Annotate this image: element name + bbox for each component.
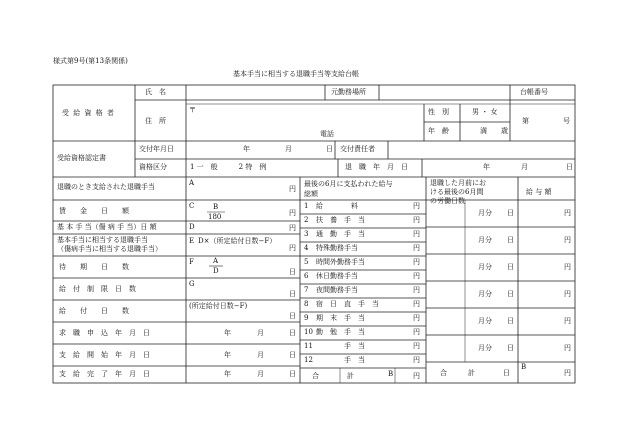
address-label: 住 所 [145,117,166,125]
class-value: 1 一 般 2 特 例 [190,163,267,171]
salary-item-no: 12 [304,356,313,364]
row-basic-allowance-daily: 基 本 手 当（傷 病 手 当）日 額 [57,223,157,231]
salary-item-unit: 円 [413,216,420,224]
retire-year: 年 [483,163,490,171]
phone-label: 電話 [320,130,334,138]
ledger-no-label: 台帳番号 [520,88,548,96]
workdays-total-code: B [521,363,527,371]
salary-item-no: 6 [304,272,309,280]
workdays-day-unit: 日 [507,344,514,352]
r10-day: 日 [289,370,296,378]
unit-r7: 日 [289,312,296,320]
pay-amount-unit: 円 [564,209,571,217]
pay-amount-unit: 円 [564,344,571,352]
sex-value: 男 ・ 女 [472,108,498,116]
salary-item-label: 給 料 [316,202,358,210]
workdays-day-unit: 日 [507,290,514,298]
row-benefit-days: 給 付 日 数 [59,307,129,315]
salary-total-header-sub: 総額 [304,190,318,198]
frac-num-b: B [213,203,219,211]
form-title: 基本手当に相当する退職手当等支給台帳 [233,70,359,78]
form-number: 様式第9号(第13条関係) [53,57,128,65]
workdays-header-2: ける最後の6月間 [430,188,484,196]
unit-r5: 日 [289,268,296,276]
r8-day: 日 [289,329,296,337]
sex-label: 性 別 [428,108,449,116]
workdays-total-label: 合 計 [440,369,475,377]
r10-month: 月 [257,370,264,378]
salary-item-unit: 円 [413,314,420,322]
salary-item-label: 手 当 [316,342,365,350]
salary-total-unit: 円 [413,372,420,380]
unit-r3: 円 [289,224,296,232]
salary-item-unit: 円 [413,272,420,280]
row-waiting-days: 待 期 日 数 [59,263,129,271]
salary-item-unit: 円 [413,356,420,364]
r8-month: 月 [257,329,264,337]
row-equivalent-allowance: 基本手当に相当する退職手当 [57,236,148,244]
postal-mark: 〒 [189,106,196,114]
salary-item-no: 2 [304,216,309,224]
workdays-day-unit: 日 [507,209,514,217]
workdays-total-day: 日 [503,369,510,377]
certificate-header: 受給資格認定書 [57,154,106,162]
issue-date-label: 交付年月日 [139,145,174,153]
workdays-month-label: 月分 [478,263,492,271]
salary-item-unit: 円 [413,286,420,294]
salary-item-unit: 円 [413,258,420,266]
salary-item-label: 夜間勤務手当 [316,286,358,294]
unit-r2: 円 [289,209,296,217]
workdays-month-label: 月分 [478,290,492,298]
salary-item-label: 勤 勉 手 当 [316,328,365,336]
formula-benefit-days: (所定給付日数−F) [189,302,248,310]
row-equivalent-allowance-sub: （傷病手当に相当する退職手当） [57,245,162,253]
code-c: C [189,202,195,210]
salary-item-no: 3 [304,230,309,238]
salary-item-label: 時間外勤務手当 [316,258,365,266]
retire-day: 日 [566,163,573,171]
salary-item-no: 9 [304,314,309,322]
retire-date-label: 退 職 年 月 日 [345,163,408,171]
pay-amount-unit: 円 [564,317,571,325]
frac-num-a: A [213,257,219,265]
former-office-label: 元勤務場所 [331,88,366,96]
salary-item-unit: 円 [413,328,420,336]
unit-r4: 円 [289,244,296,252]
salary-total-header: 最後の6月に支払われた給与 [304,180,393,188]
row-payment-start-date: 支 給 開 始 年 月 日 [59,351,150,359]
pay-amount-unit: 円 [564,290,571,298]
salary-total-code: B [388,370,394,378]
salary-item-unit: 円 [413,300,420,308]
issue-month: 月 [285,145,292,153]
salary-item-no: 8 [304,300,309,308]
salary-item-label: 期 末 手 当 [316,314,365,322]
workdays-header: 退職した月前にお [430,179,486,187]
unit-r6: 日 [289,290,296,298]
salary-item-label: 宿 日 直 手 当 [316,300,379,308]
salary-item-no: 4 [304,244,309,252]
salary-item-no: 1 [304,202,309,210]
row-retirement-allowance: 退職のとき支給された退職手当 [57,183,155,191]
salary-item-no: 10 [304,328,313,336]
class-label: 資格区分 [139,163,167,171]
number-prefix: 第 [522,117,529,125]
officer-label: 交付責任者 [340,145,375,153]
workdays-header-3: の労働日数 [430,197,465,205]
salary-item-label: 通 勤 手 当 [316,230,365,238]
frac-den-180: 180 [208,213,222,221]
salary-item-unit: 円 [413,230,420,238]
salary-item-label: 手 当 [316,356,365,364]
salary-item-label: 特殊勤務手当 [316,244,358,252]
salary-item-no: 7 [304,286,309,294]
frac-den-d: D [213,267,219,275]
pay-amount-unit: 円 [564,263,571,271]
code-d: D [189,223,195,231]
unit-r1: 円 [289,185,296,193]
workdays-month-label: 月分 [478,344,492,352]
salary-total-label: 合 計 [312,372,354,380]
retire-month: 月 [521,163,528,171]
salary-item-unit: 円 [413,342,420,350]
row-job-application-date: 求 職 申 込 年 月 日 [59,329,150,337]
recipient-header: 受 給 資 格 者 [62,109,115,117]
code-e: E [189,237,195,245]
workdays-day-unit: 日 [507,236,514,244]
workdays-month-label: 月分 [478,209,492,217]
salary-item-unit: 円 [413,202,420,210]
issue-year: 年 [243,145,250,153]
pay-amount-header: 給 与 額 [526,188,552,196]
code-a: A [189,179,195,187]
workdays-month-label: 月分 [478,317,492,325]
number-suffix: 号 [563,117,570,125]
salary-item-no: 11 [304,342,313,350]
row-payment-end-date: 支 給 完 了 年 月 日 [59,370,150,378]
r9-year: 年 [224,351,231,359]
code-g: G [189,280,195,288]
workdays-total-yen: 円 [564,369,571,377]
salary-item-label: 扶 養 手 当 [316,216,365,224]
age-unit: 満 歳 [480,127,508,135]
age-label: 年 齢 [428,127,449,135]
code-f: F [189,258,194,266]
row-restriction-days: 給 付 制 限 日 数 [59,285,136,293]
name-label: 氏 名 [145,88,166,96]
r9-month: 月 [257,351,264,359]
salary-item-label: 休日勤務手当 [316,272,358,280]
r10-year: 年 [224,370,231,378]
issue-day: 日 [326,145,333,153]
pay-amount-unit: 円 [564,236,571,244]
workdays-day-unit: 日 [507,263,514,271]
formula-e: D×（所定給付日数−F） [198,237,277,245]
r9-day: 日 [289,351,296,359]
salary-item-no: 5 [304,258,309,266]
salary-item-unit: 円 [413,244,420,252]
row-daily-wage: 賃 金 日 額 [59,207,129,215]
r8-year: 年 [224,329,231,337]
workdays-month-label: 月分 [478,236,492,244]
workdays-day-unit: 日 [507,317,514,325]
